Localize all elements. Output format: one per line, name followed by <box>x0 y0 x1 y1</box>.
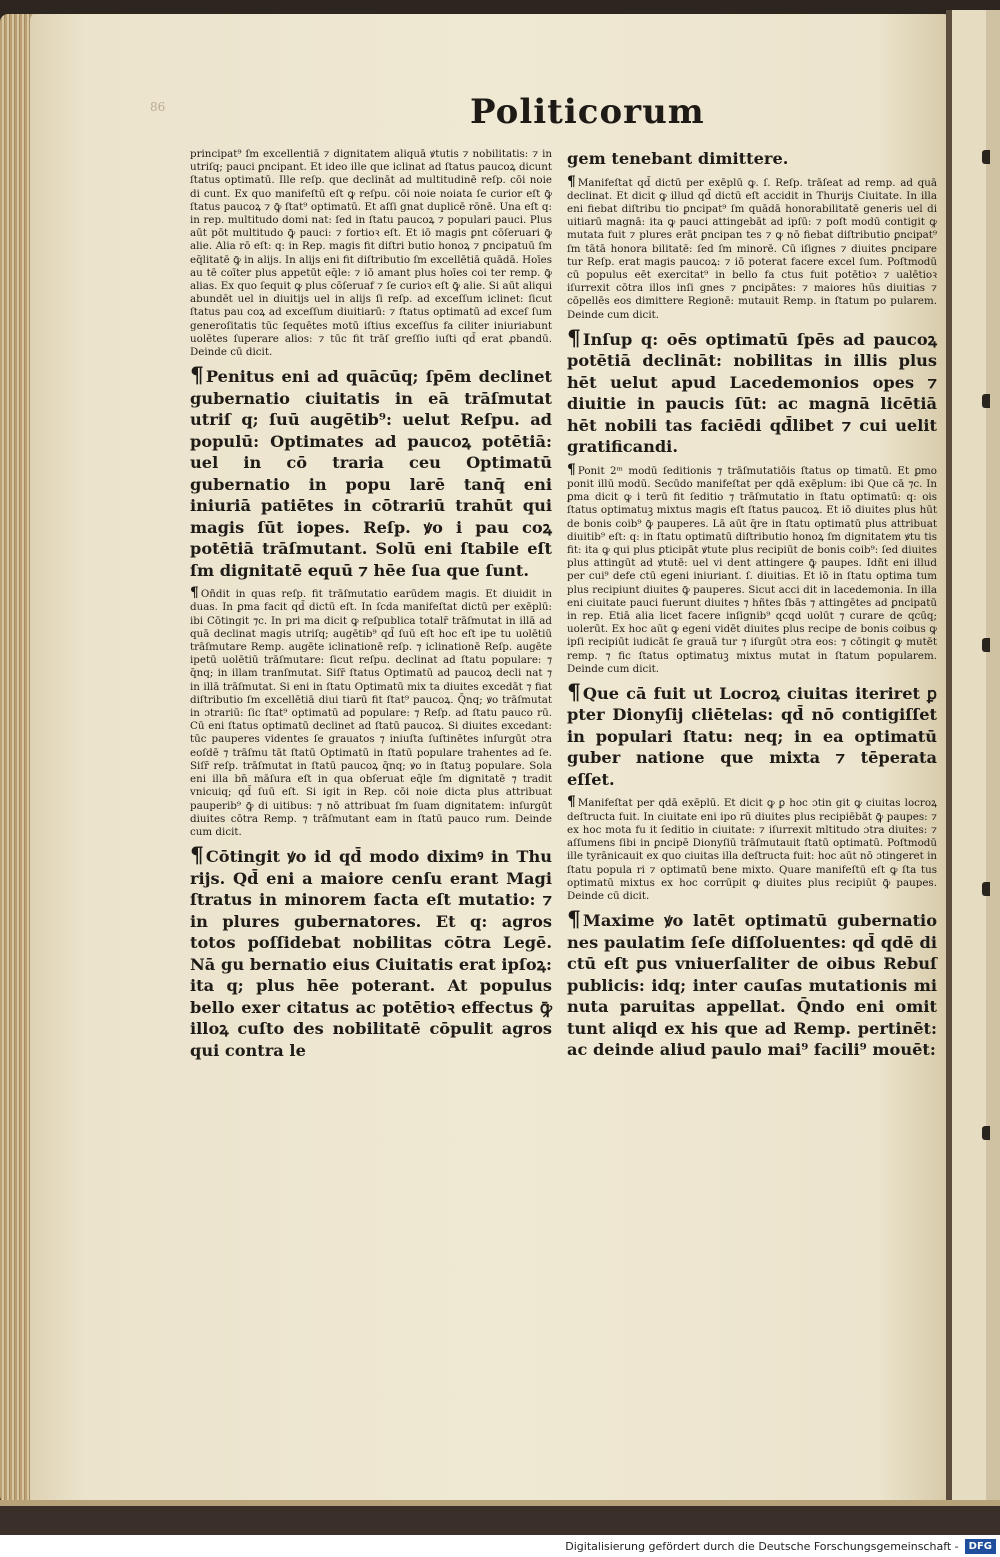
page-tab-marks <box>982 150 1000 1370</box>
commentary-paragraph <box>567 796 937 903</box>
left-text-column <box>190 148 552 1067</box>
paragraph-text: Inſup q: oēs optimatū ſpēs ad paucoꝝ potētiā declināt: nobilitas in illis plus hēt uelut apud Lacedemonios opes ⁊ diuitie in paucis ſūt: ac magnā licētiā hēt nobili tas faciēdi qd̄libet ⁊ cui uelit gratificandi. <box>567 329 937 457</box>
aristotle-text-paragraph <box>567 324 937 458</box>
paragraph-text: Penitus eni ad quācūq; ſpēm declinet gubernatio ciuitatis in eā trāſmutat utriſ q; ſuū augētib⁹: uelut Reſpu. ad populū: Optimates ad paucoꝝ potētiā: uel in cō traria ceu Optimatū gubernatio in popu larē tanq̄ eni iniuriā patiētes in cōtrariū trahūt qui magis ſūt iopes. Reſp. ꝟo i pau coꝝ potētiā trāſmutant. Solū eni ſtabile eſt ſm dignitatē equū ⁊ hēe ſua que ſunt. <box>190 367 552 580</box>
paragraph-mark: ¶ <box>190 362 204 389</box>
commentary-paragraph <box>190 148 552 359</box>
paragraph-mark: ¶ <box>190 585 199 602</box>
commentary-paragraph <box>190 587 552 839</box>
commentary-paragraph <box>567 173 937 322</box>
paragraph-text: Oñdit in quas reſp. fit trāſmutatio earūdem magis. Et diuidit in duas. In ꝑma facit qd̄ dictū eſt. In ſcda manifeſtat dictū per exēplū: ibi Cōtingit ⁊c. In pri ma dicit ꝙ reſpublica totalr̄ trāſmutat in illā ad quā declinat magis utriſq; augētib⁹ qd̄ ſuū eſt hoc eſt ipe tu uolētiū trāſmutare Remp. augēte iclinationē reſp. ⁊ iclinationē Reſp. augēte ipetū uolētiū trāſmutare: ſicut reſpu. declinat ad ſtatu populare: ⁊ q̄nq; in illam tranſmutat. Siſr̄ ſtatus Optimatū ad paucoꝝ decli nat ⁊ in illā trāſmutat. Si eni in ſtatu Optimatū mix ta diuites excedāt ⁊ fiat diſtributio ſm excellētiā diui tiarū fit ſtat⁹ paucoꝝ. Q̄nq; ꝟo trāſmutat in ɔtrariū: ſic ſtat⁹ optimatū ad populare: ⁊ Reſp. ad ſtatu pauco rū. Cū eni ſtatus optimatū declinet ad ſtatū paucoꝝ. Si diuites excedant: tūc pauperes videntes ſe grauatos ⁊ iniuſta ſuſtinētes inſurgūt ɔtra eoſdē ⁊ trāſmu tāt ſtatū Optimatū in ſtatū populare trahentes ad ſe. Siſr̄ reſp. trāſmutat in ſtatū paucoꝝ q̄nq; ꝟo in ſtatuꝫ populare. Sola eni illa bn̄ māſura eſt in qua obſeruat eq̄le ſm dignitatē ⁊ tradit vnicuiq; qd̄ ſuū eſt. Si igit in Rep. cōi noie dicta plus attribuat pauperib⁹ ꝙ̄ di uitibus: ⁊ nō attribuat ſm ſuam dignitatem: inſurgūt diuites cōtra Remp. ⁊ trāſmutant eam in ſtatū pauco rum. Deinde cum dicit. <box>190 588 552 838</box>
aristotle-text-paragraph <box>567 906 937 1061</box>
funding-notice: Digitalisierung gefördert durch die Deutsche Forschungsgemeinschaft - <box>565 1539 959 1553</box>
paragraph-mark: ¶ <box>567 794 576 811</box>
paragraph-mark: ¶ <box>190 842 204 869</box>
footer-bar <box>0 1535 1000 1557</box>
paragraph-mark: ¶ <box>567 461 576 478</box>
tab-mark <box>982 150 990 164</box>
paragraph-mark: ¶ <box>567 173 576 190</box>
paragraph-text: Cōtingit ꝟo id qd̄ modo diximꝰ in Thu rijs. Qd̄ eni a maiore cenſu erant Magi ſtratus in minorem facta eſt mutatio: ⁊ in plures gubernatores. Et q: agros totos poſſidebat nobilitas cōtra Legē. Nā gu bernatio eius Ciuitatis erat ipſoꝝ: ita q; plus hēe poterant. At populus bello exer citatus ac potētioꝛ effectus ꝙ̄ illoꝝ cuſto des nobilitatē cōpulit agros qui contra le <box>190 847 552 1060</box>
paragraph-mark: ¶ <box>567 678 581 705</box>
paragraph-mark: ¶ <box>567 906 581 933</box>
aristotle-text-paragraph <box>190 842 552 1061</box>
paragraph-text: Manifeſtat qd̄ dictū per exēplū ꝙ. ſ. Reſp. trāſeat ad remp. ad quā declinat. Et dicit ꝙ illud qd̄ dictū eſt accidit in Thurijs Ciuitate. In illa eni fiebat diſtribu tio ꝑncipat⁹ ſm quādā honorabilitatē generis uel di uitiarū magnā: ita ꝙ pauci attingebāt ad ipſū: ⁊ poſt modū contigit ꝙ mutata fuit ⁊ plures erāt ꝑncipan tes ⁊ ꝙ nō fiebat diſtributio ꝑncipat⁹ ſm tātā honora bilitatē: ſed ſm minorē. Cū iſignes ⁊ diuites ꝑncipare tur Reſp. erat magis paucoꝝ: ⁊ iō poterat facere excel ſum. Poſtmodū cū populus eēt exercitat⁹ in bello fa ctus fuit potētioꝛ ⁊ ualētioꝛ iſurrexit cōtra illos inſi gnes ⁊ ꝑncipātes: ⁊ maiores hūs diuitias ⁊ cōpellēs eos dimittere Regionē: mutauit Remp. in ſtatum po pularem. Deinde cum dicit. <box>567 176 937 321</box>
tab-mark <box>982 394 990 408</box>
paragraph-text: principat⁹ ſm excellentiā ⁊ dignitatem aliquā ꝟtutis ⁊ nobilitatis: ⁊ in utriſq; pauci ꝑncipant. Et ideo ille que iclinat ad ſtatus paucoꝝ dicunt ſtatus optimatū. Ille reſp. que declināt ad multitudinē reſp. cōi noie di cunt. Ex quo manifeſtū eſt ꝙ reſpu. cōi noie noiata ſe curior eſt ꝙ̄ ſtatus paucoꝝ ⁊ ꝙ̄ ſtat⁹ optimatū. Et aſſi gnat duplicē rōnē. Una eſt q: in rep. multitudo domi nat: ſed in ſtatu paucoꝝ ⁊ populari pauci. Plus aūt pōt multitudo ꝙ̄ pauci: ⁊ fortioꝛ eſt. Et iō magis ꝑnt cōſeruari ꝙ̄ alie. Alia rō eſt: q: in Rep. magis fit diſtri butio honoꝝ ⁊ ꝑncipatuū ſm eq̄litatē ꝙ̄ in alijs. In alijs eni fit diſtributio ſm excellētiā quādā. Hoīes au tē coīter plus appetūt eq̄le: ⁊ iō amant plus hoīes coi ter remp. ꝙ̄ alias. Ex quo ſequit ꝙ plus cōſeruaf ⁊ ſe curioꝛ eſt ꝙ̄ alie. Si aūt aliqui abundēt uel in diuitijs uel in alijs ſi reſp. ad exceſſum iclinet: ſicut ſtatus pau coꝝ ad exceſſum diuitiarū: ⁊ ſtatus optimatū ad exceſ ſum generoſitatis tūc ſequētes motū iſtius exceſſus fa ciliter iniuriabunt uolētes ſuperare alios: ⁊ tūc fit trāſ greſſio iuſti qd̄ erat ꝓbandū. Deinde cū dicit. <box>190 148 552 359</box>
aristotle-text-paragraph <box>567 678 937 791</box>
paragraph-text: Que cā fuit ut Locroꝝ ciuitas iteriret ꝑ pter Dionyſij cliētelas: qd̄ nō contigiſſet in populari ſtatu: neq; in ea optimatū guber natione que mixta ⁊ tēperata eſſet. <box>567 683 937 789</box>
paragraph-text: Manifeſtat per qdā exēplū. Et dicit ꝙ ꝑ hoc ɔtin git ꝙ ciuitas locroꝝ deſtructa fuit. In ciuitate eni ipo rū diuites plus recipiēbāt ꝙ̄ paupes: ⁊ ex hoc mota fu it ſeditio in ciuitate: ⁊ iſurrexit mltitudo ɔtra diuites: ⁊ aſſumens ſibi in ꝑncipē Dionyſiū trāſmutauit ſtatū optimatū. Poſtmodū ille tyrānicauit ex quo ciuitas illa deſtructa fuit: hoc aūt nō ɔtingeret in ſtatu popula ri ⁊ optimatū bene mixto. Quare manifeſtū eſt ꝙ ſta tus optimatū mixtus ex hoc corrūpit ꝙ diuites plus recipiūt ꝙ̄ paupes. Deinde cū dicit. <box>567 797 937 902</box>
paragraph-mark: ¶ <box>567 324 581 351</box>
paragraph-text: Ponit 2ᵐ modū ſeditionis ⁊ trāſmutatiōis ſtatus op timatū. Et ꝑmo ponit illū modū. Secūdo manifeſtat per qdā exēplum: ibi Que cā ⁊c. In ꝑma dicit ꝙ i terū fit ſeditio ⁊ trāſmutatio in ſtatu optimatū: q: ois ſtatus optimatuꝫ mixtus magis eſt ſtatus paucoꝝ. Et iō diuites plus hūt de bonis coib⁹ ꝙ̄ pauperes. Lā aūt q̄re in ſtatu optimatū plus attribuat diuitib⁹ eſt: q: in ſtatu optimatū diſtributio honoꝝ ſm dignitatem ꝟtu tis fit: ita ꝙ qui plus ꝑticipāt ꝟtute plus recipiūt de bonis coib⁹: ſed diuites plus attingūt ad ꝟtutē: uel vi dent attingere ꝙ̄ paupes. Idñt eni illud per cui⁹ defe ctū egeni iniuriant. ſ. diuitias. Et iō in ſtatu optima tum plus recipiunt diuites ꝙ̄ pauperes. Sicut acci dit in lacedemonia. In illa eni ciuitate pauci fuerunt diuites ⁊ hñtes ſbās ⁊ attingētes ad ꝑncipatū in rep. Etiā alia licet facere inſignib⁹ qcqd uolūt ⁊ curare de qcūq; uolerūt. Ex hoc aūt ꝙ egeni vidēt diuites plus recipe de bonis coibus ꝙ ipſi recipiūt iudicāt ſe grauā tur ⁊ iſurgūt ɔtra eos: ⁊ cōtingit ꝙ mutēt remp. ⁊ fic ſtatus optimatuꝫ mixtus mutat in ſtatum popularem. Deinde cum dicit. <box>567 464 937 675</box>
tab-mark <box>982 1126 990 1140</box>
aristotle-text-paragraph <box>190 362 552 581</box>
tab-mark <box>982 638 990 652</box>
paragraph-text: Maxime ꝟo latēt optimatū gubernatio nes paulatim ſeſe diſſoluentes: qd̄ qdē di ctū eſt ꝑus vniuerſaliter de oibus Rebuſ publicis: idq; inter cauſas mutationis mi nuta paruitas appellat. Q̄ndo eni omit tunt aliqd ex his que ad Remp. pertinēt: ac deinde aliud paulo mai⁹ facili⁹ mouēt: <box>567 911 937 1060</box>
dfg-logo[interactable]: DFG <box>965 1539 996 1554</box>
running-header: Politicorum <box>470 92 705 132</box>
page-stack-bottom <box>0 1500 1000 1535</box>
commentary-paragraph <box>567 461 937 676</box>
faded-folio-number: 86 <box>150 100 166 114</box>
aristotle-text-paragraph <box>567 148 937 170</box>
right-text-column <box>567 148 937 1067</box>
paragraph-text: gem tenebant dimittere. <box>567 149 789 168</box>
tab-mark <box>982 882 990 896</box>
